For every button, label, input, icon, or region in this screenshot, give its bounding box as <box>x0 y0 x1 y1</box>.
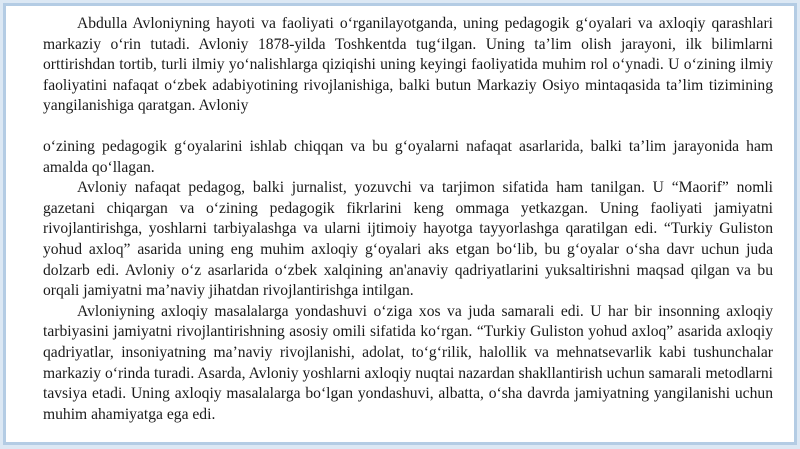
paragraph-ethics: Avloniyning axloqiy masalalarga yondashuvi o‘ziga xos va juda samarali edi. U har bir insonning axloqiy tarbiyasini jamiyatni rivojlantirishning asosiy omili sifatida ko‘rgan. “Turkiy Guliston yohud axloq” asarida axloqiy qadriyatlar, insoniyatning ma’naviy rivojlanishi, adolat, to‘g‘rilik, halollik va mehnatsevarlik kabi tushunchalar markaziy o‘rinda turadi. Asarda, Avloniy yoshlarni axloqiy nuqtai nazardan shakllantirish uchun samarali metodlarni tavsiya etadi. Uning axloqiy masalalarga bo‘lgan yondashuvi, albatta, o‘sha davrda jamiyatning yangilanishi uchun muhim ahamiyatga ega edi. <box>43 302 773 423</box>
slide-frame <box>3 3 797 445</box>
document-body <box>43 14 773 425</box>
paragraph-continuation: o‘zining pedagogik g‘oyalarini ishlab chiqqan va bu g‘oyalarni nafaqat asarlarida, balki ta’lim jarayonida ham amalda qo‘llagan. <box>43 137 773 176</box>
paragraph-intro: Abdulla Avloniyning hayoti va faoliyati o‘rganilayotganda, uning pedagogik g‘oyalari va axloqiy qarashlari markaziy o‘rin tutadi. Avloniy 1878-yilda Toshkentda tug‘ilgan. Uning ta’lim olish jarayoni, ilk bilimlarni orttirishdan tortib, turli ilmiy yo‘nalishlarga qiziqishi uning keyingi faoliyatida muhim rol o‘ynadi. U o‘zining ilmiy faoliyatini nafaqat o‘zbek adabiyotining rivojlanishiga, balki butun Markaziy Osiyo mintaqasida ta’lim tizimining yangilanishiga qaratgan. Avloniy <box>43 15 773 115</box>
paragraph-activities: Avloniy nafaqat pedagog, balki jurnalist, yozuvchi va tarjimon sifatida ham tanilgan. U “Maorif” nomli gazetani chiqargan va o‘zining pedagogik fikrlarini keng ommaga yetkazgan. Uning faoliyati jamiyatni rivojlantirishga, yoshlarni tarbiyalashga va ularni ijtimoiy hayotga tayyorlashga qaratilgan edi. “Turkiy Guliston yohud axloq” asarida uning eng muhim axloqiy g‘oyalari aks etgan bo‘lib, bu g‘oyalar o‘sha davr uchun juda dolzarb edi. Avloniy o‘z asarlarida o‘zbek xalqining an'anaviy qadriyatlarini yuksaltirishni maqsad qilgan va bu orqali jamiyatni ma’naviy jihatdan rivojlantirishga intilgan. <box>43 179 773 300</box>
